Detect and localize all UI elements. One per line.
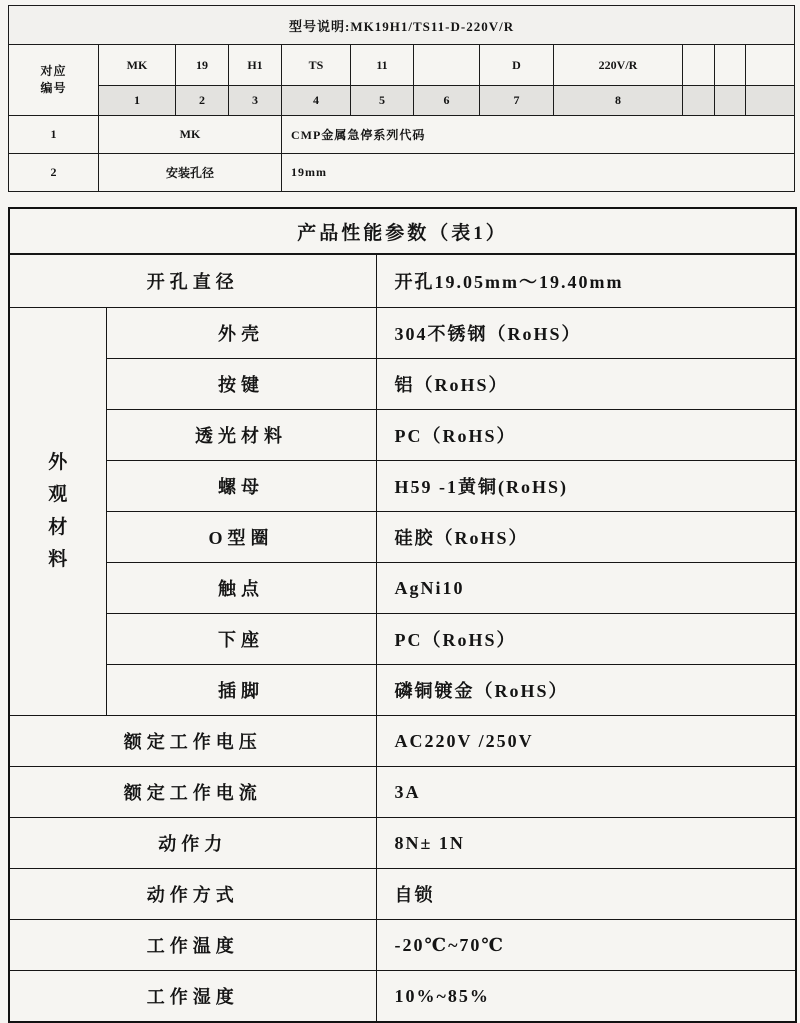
model-number-cell: 8 — [554, 86, 683, 116]
model-number-cell: 6 — [414, 86, 480, 116]
spec-row-value: 3A — [376, 767, 796, 818]
spec-row-value: 硅胶（RoHS） — [376, 512, 796, 563]
spec-row-value: PC（RoHS） — [376, 410, 796, 461]
model-item-number: 1 — [9, 116, 99, 154]
model-number-cell: 4 — [282, 86, 351, 116]
model-row-header-label: 对应编号 — [40, 63, 67, 95]
model-number-cell: 2 — [176, 86, 229, 116]
spec-row-label: 下座 — [106, 614, 376, 665]
model-code-cell: D — [480, 45, 554, 86]
spec-row-value: 8N± 1N — [376, 818, 796, 869]
model-code-cell — [683, 45, 715, 86]
model-code-cell: MK — [99, 45, 176, 86]
spec-row-value: 开孔19.05mm～19.40mm — [376, 254, 796, 308]
spec-row-label: 开孔直径 — [9, 254, 376, 308]
model-code-cell: 220V/R — [554, 45, 683, 86]
model-number-cell: 1 — [99, 86, 176, 116]
spec-table — [8, 207, 797, 1023]
spec-row-label: 按键 — [106, 359, 376, 410]
spec-row-value: PC（RoHS） — [376, 614, 796, 665]
spec-row-value: H59 -1黄铜(RoHS) — [376, 461, 796, 512]
spec-row-label: 透光材料 — [106, 410, 376, 461]
model-number-cell — [715, 86, 746, 116]
model-code-cell — [715, 45, 746, 86]
model-code-cell: TS — [282, 45, 351, 86]
spec-row-label: 插脚 — [106, 665, 376, 716]
spec-row-value: 铝（RoHS） — [376, 359, 796, 410]
spec-row-value: 磷铜镀金（RoHS） — [376, 665, 796, 716]
model-number-cell: 7 — [480, 86, 554, 116]
model-number-cell — [746, 86, 795, 116]
spec-row-label: 触点 — [106, 563, 376, 614]
spec-row-label: 动作方式 — [9, 869, 376, 920]
model-number-cell: 5 — [351, 86, 414, 116]
spec-row-value: 304不锈钢（RoHS） — [376, 308, 796, 359]
spec-row-label: 额定工作电流 — [9, 767, 376, 818]
model-code-cell — [746, 45, 795, 86]
model-code-cell: 11 — [351, 45, 414, 86]
spec-row-value: AgNi10 — [376, 563, 796, 614]
spec-row-value: -20℃~70℃ — [376, 920, 796, 971]
spec-row-label: 螺母 — [106, 461, 376, 512]
spec-row-label: 外壳 — [106, 308, 376, 359]
spec-row-label: O型圈 — [106, 512, 376, 563]
spec-row-label: 工作温度 — [9, 920, 376, 971]
model-table — [8, 5, 795, 192]
model-number-cell: 3 — [229, 86, 282, 116]
spec-row-value: AC220V /250V — [376, 716, 796, 767]
model-item-desc: 19mm — [282, 154, 795, 192]
model-item-number: 2 — [9, 154, 99, 192]
spec-row-label: 额定工作电压 — [9, 716, 376, 767]
model-item-desc: CMP金属急停系列代码 — [282, 116, 795, 154]
model-number-cell — [683, 86, 715, 116]
model-code-cell: H1 — [229, 45, 282, 86]
spec-row-value: 10%~85% — [376, 971, 796, 1023]
model-row-header — [9, 45, 99, 116]
spec-title: 产品性能参数（表1） — [9, 208, 796, 254]
model-item-name: 安装孔径 — [99, 154, 282, 192]
spec-row-value: 自锁 — [376, 869, 796, 920]
spec-row-label: 动作力 — [9, 818, 376, 869]
model-code-cell — [414, 45, 480, 86]
model-item-name: MK — [99, 116, 282, 154]
model-code-cell: 19 — [176, 45, 229, 86]
material-group-label: 外观材料 — [48, 451, 68, 570]
spec-row-label: 工作湿度 — [9, 971, 376, 1023]
material-group-cell — [9, 308, 106, 716]
model-title: 型号说明:MK19H1/TS11-D-220V/R — [9, 6, 795, 45]
